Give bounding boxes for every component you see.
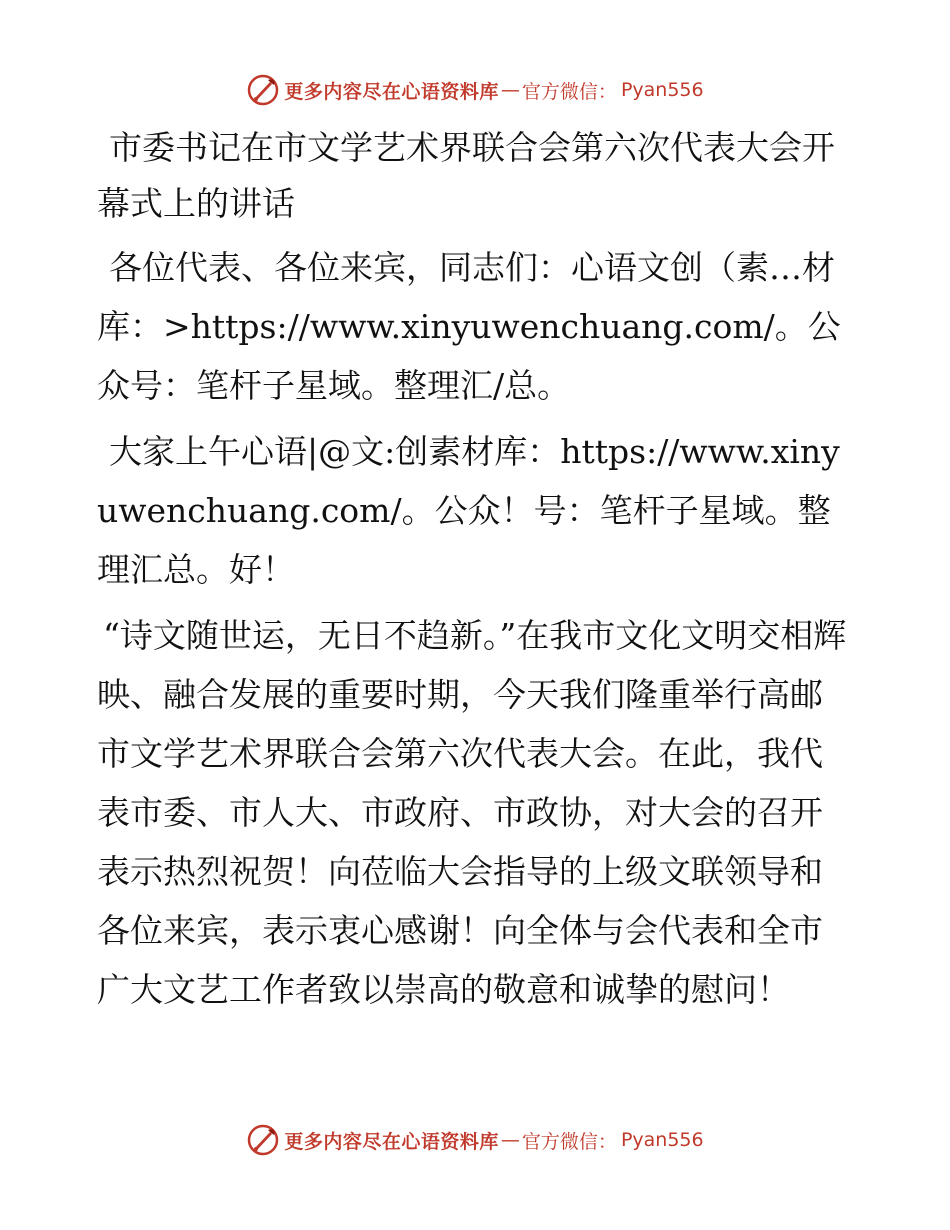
wechat-label: 官方微信： bbox=[521, 1130, 617, 1153]
banner-separator: — bbox=[500, 79, 520, 101]
paragraph-opening: “诗文随世运，无日不趋新。”在我市文化文明交相辉映、融合发展的重要时期，今天我们隆重举行高邮市文学艺术界联合会第六次代表大会。在此，我代表市委、市人大、市政府、市政协，对大会的召开表示热烈祝贺！向莅临大会指导的上级文联领导和各位来宾，表示衷心感谢！向全体与会代表和全市广大文艺工作者致以崇高的敬意和诚挚的慰问！ bbox=[97, 616, 847, 1009]
document-title: 市委书记在市文学艺术界联合会第六次代表大会开幕式上的讲话 bbox=[97, 128, 835, 223]
footer-banner bbox=[0, 1120, 950, 1160]
quill-logo-icon bbox=[246, 73, 280, 107]
header-banner bbox=[0, 70, 950, 110]
site-name: 更多内容尽在心语资料库 bbox=[284, 1130, 499, 1153]
quill-logo-icon bbox=[246, 1123, 280, 1157]
wechat-account: Pyan556 bbox=[620, 79, 704, 101]
site-name: 更多内容尽在心语资料库 bbox=[284, 80, 499, 103]
wechat-label: 官方微信： bbox=[521, 80, 617, 103]
banner-separator: — bbox=[500, 1129, 520, 1151]
paragraph-greeting: 各位代表、各位来宾，同志们：心语文创（素…材库：>https://www.xinyuwenchuang.com/。公众号：笔杆子星域。整理汇/总。 bbox=[97, 248, 841, 405]
paragraph-morning: 大家上午心语|@文:创素材库：https://www.xinyuwenchuang.com/。公众！号：笔杆子星域。整理汇总。好！ bbox=[97, 432, 840, 589]
document-body bbox=[97, 120, 853, 1026]
wechat-account: Pyan556 bbox=[620, 1129, 704, 1151]
